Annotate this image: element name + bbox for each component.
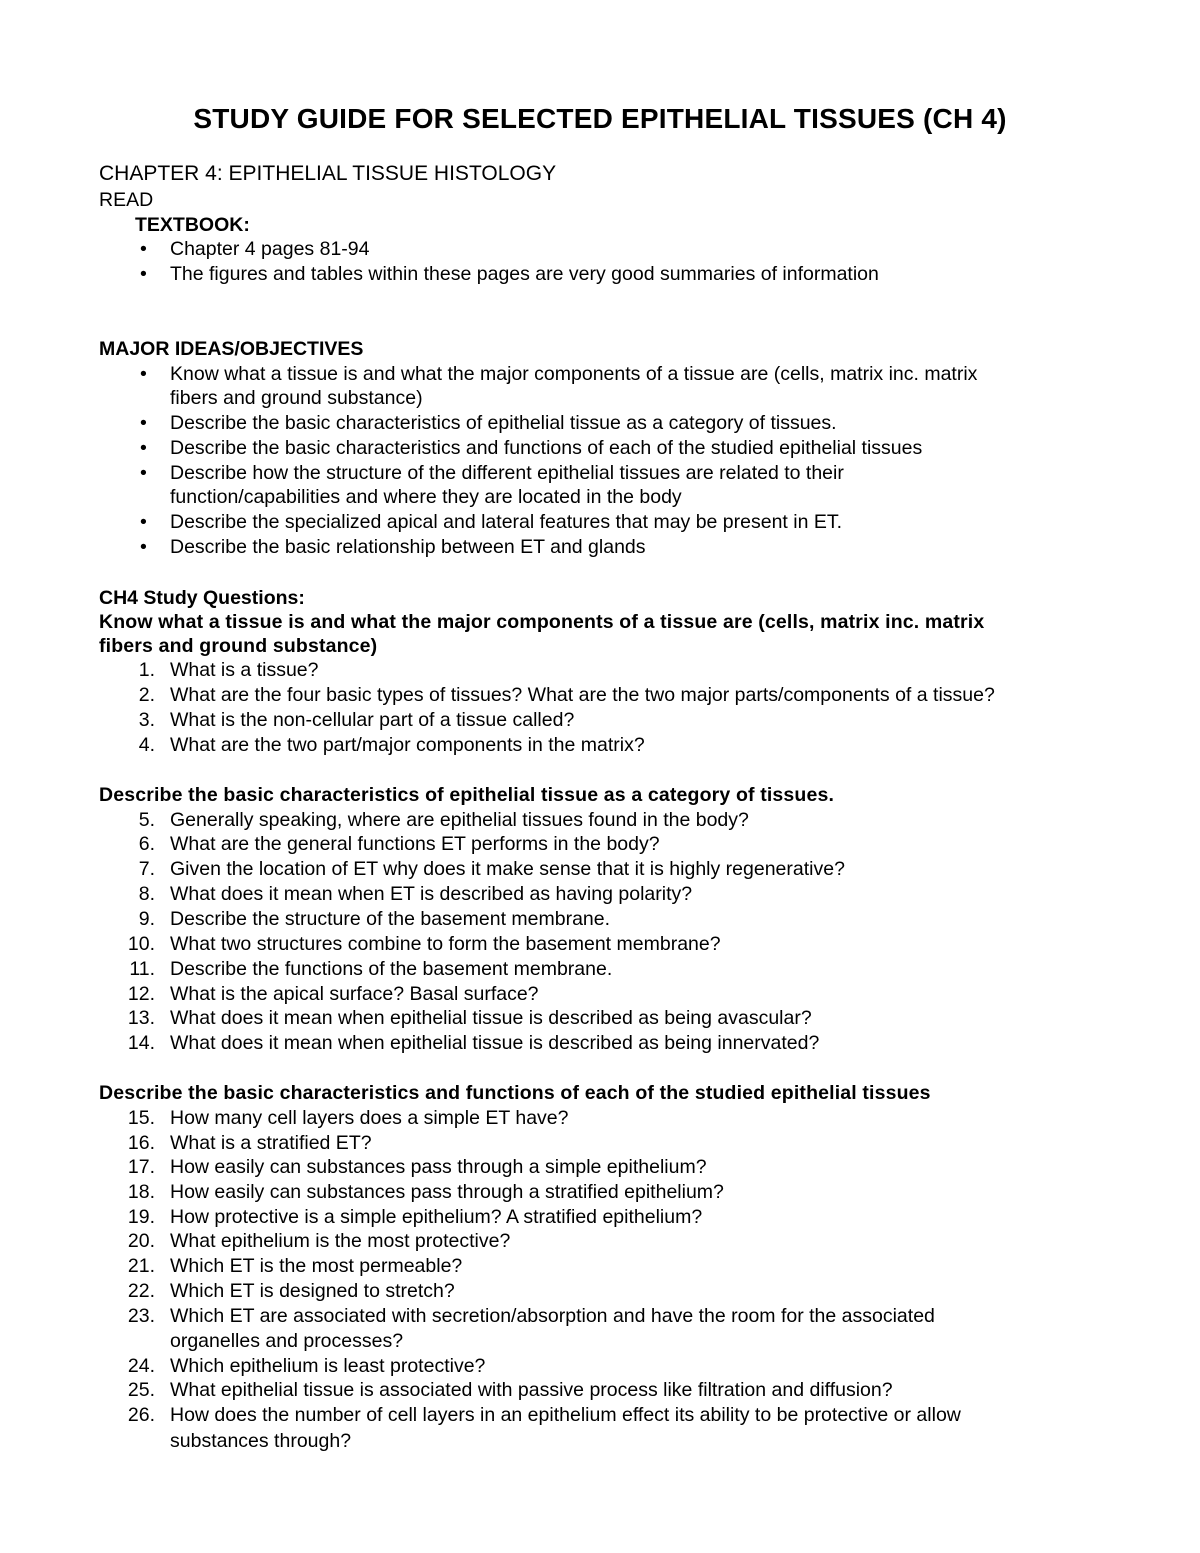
question-text: Which ET are associated with secretion/absorption and have the room for the associated	[170, 1305, 935, 1327]
bullet-icon: •	[140, 238, 147, 260]
question-text: Given the location of ET why does it make sense that it is highly regenerative?	[170, 858, 845, 880]
question-text: What are the four basic types of tissues? What are the two major parts/components of a tissue?	[170, 684, 995, 706]
question-text: Describe the structure of the basement membrane.	[170, 908, 611, 930]
bullet-icon: •	[140, 536, 147, 558]
question-number: 6.	[138, 833, 155, 855]
question-number: 10.	[127, 933, 155, 955]
question-number: 23.	[127, 1305, 155, 1327]
bullet-icon: •	[140, 462, 147, 484]
chapter-heading: CHAPTER 4: EPITHELIAL TISSUE HISTOLOGY	[99, 162, 557, 185]
question-number: 26.	[127, 1404, 155, 1426]
bullet-icon: •	[140, 437, 147, 459]
question-text: What two structures combine to form the basement membrane?	[170, 933, 721, 955]
question-number: 15.	[127, 1107, 155, 1129]
question-text: What does it mean when ET is described as having polarity?	[170, 883, 693, 905]
question-text: What are the general functions ET performs in the body?	[170, 833, 660, 855]
question-number: 16.	[127, 1132, 155, 1154]
question-number: 17.	[127, 1156, 155, 1178]
textbook-label: TEXTBOOK:	[135, 214, 250, 236]
question-number: 9.	[138, 908, 155, 930]
read-label: READ	[99, 189, 154, 211]
question-text: What is the apical surface? Basal surface?	[170, 983, 539, 1005]
question-text: What is a tissue?	[170, 659, 319, 681]
section-heading: Describe the basic characteristics and functions of each of the studied epithelial tissues	[99, 1082, 931, 1104]
bullet-icon: •	[140, 263, 147, 285]
question-text: How many cell layers does a simple ET have?	[170, 1107, 569, 1129]
question-text: What does it mean when epithelial tissue is described as being innervated?	[170, 1032, 820, 1054]
question-number: 14.	[127, 1032, 155, 1054]
question-text: Describe the functions of the basement membrane.	[170, 958, 613, 980]
bullet-icon: •	[140, 363, 147, 385]
question-number: 21.	[127, 1255, 155, 1277]
question-number: 5.	[138, 809, 155, 831]
question-text: What epithelium is the most protective?	[170, 1230, 511, 1252]
question-number: 1.	[138, 659, 155, 681]
bullet-icon: •	[140, 412, 147, 434]
page-title: STUDY GUIDE FOR SELECTED EPITHELIAL TISSUES (CH 4)	[193, 103, 1007, 134]
list-item-text: Describe the basic characteristics of epithelial tissue as a category of tissues.	[170, 412, 837, 434]
question-text: What does it mean when epithelial tissue is described as being avascular?	[170, 1007, 812, 1029]
question-text: How does the number of cell layers in an epithelium effect its ability to be protective or allow	[170, 1404, 961, 1426]
question-number: 25.	[127, 1379, 155, 1401]
question-text: Which ET is the most permeable?	[170, 1255, 463, 1277]
question-number: 18.	[127, 1181, 155, 1203]
question-number: 12.	[127, 983, 155, 1005]
question-number: 3.	[138, 709, 155, 731]
question-text: What epithelial tissue is associated with passive process like filtration and diffusion?	[170, 1379, 893, 1401]
question-number: 24.	[127, 1355, 155, 1377]
question-text: How easily can substances pass through a stratified epithelium?	[170, 1181, 724, 1203]
list-item-text: The figures and tables within these pages are very good summaries of information	[170, 263, 879, 285]
question-number: 13.	[127, 1007, 155, 1029]
list-item-text: Describe the specialized apical and lateral features that may be present in ET.	[170, 511, 843, 533]
question-text: What are the two part/major components in the matrix?	[170, 734, 645, 756]
question-text: How easily can substances pass through a simple epithelium?	[170, 1156, 707, 1178]
question-text: Which ET is designed to stretch?	[170, 1280, 455, 1302]
question-text: What is a stratified ET?	[170, 1132, 372, 1154]
question-text: Generally speaking, where are epithelial tissues found in the body?	[170, 809, 749, 831]
section-heading: Know what a tissue is and what the major components of a tissue are (cells, matrix inc. matrix	[99, 611, 985, 633]
list-item-continuation: fibers and ground substance)	[170, 387, 423, 409]
question-number: 20.	[127, 1230, 155, 1252]
question-continuation: organelles and processes?	[170, 1330, 404, 1352]
question-number: 8.	[138, 883, 155, 905]
question-number: 22.	[127, 1280, 155, 1302]
objectives-heading: MAJOR IDEAS/OBJECTIVES	[99, 338, 364, 360]
list-item-text: Know what a tissue is and what the major components of a tissue are (cells, matrix inc. matrix	[170, 363, 978, 385]
list-item-text: Describe the basic characteristics and functions of each of the studied epithelial tissues	[170, 437, 923, 459]
study-questions-heading: CH4 Study Questions:	[99, 587, 305, 609]
question-number: 2.	[138, 684, 155, 706]
list-item-text: Describe how the structure of the different epithelial tissues are related to their	[170, 462, 844, 484]
list-item-text: Describe the basic relationship between ET and glands	[170, 536, 646, 558]
question-number: 7.	[138, 858, 155, 880]
question-number: 19.	[127, 1206, 155, 1228]
question-number: 11.	[129, 958, 155, 980]
section-heading: Describe the basic characteristics of epithelial tissue as a category of tissues.	[99, 784, 835, 806]
question-text: How protective is a simple epithelium? A stratified epithelium?	[170, 1206, 703, 1228]
bullet-icon: •	[140, 511, 147, 533]
question-text: What is the non-cellular part of a tissue called?	[170, 709, 575, 731]
question-text: Which epithelium is least protective?	[170, 1355, 486, 1377]
question-number: 4.	[138, 734, 155, 756]
list-item-continuation: function/capabilities and where they are located in the body	[170, 486, 682, 508]
question-continuation: substances through?	[170, 1430, 352, 1452]
section-heading-continuation: fibers and ground substance)	[99, 635, 378, 657]
list-item-text: Chapter 4 pages 81-94	[170, 238, 370, 260]
